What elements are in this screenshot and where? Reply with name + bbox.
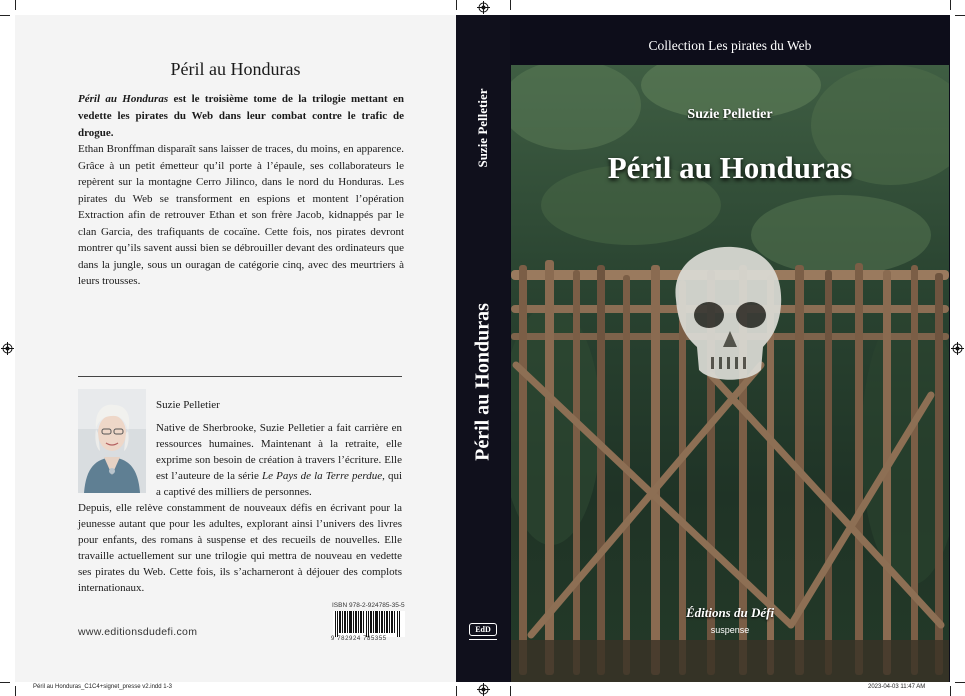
crop-mark (950, 686, 951, 696)
crop-mark (955, 682, 965, 683)
barcode-number: 9 782924 785355 (331, 636, 387, 642)
crop-mark (15, 0, 16, 10)
registration-mark-top-left-icon (477, 1, 490, 14)
crop-mark (456, 686, 457, 696)
publisher-logo-icon (469, 623, 497, 647)
genre-label: suspense (710, 625, 750, 635)
bio-text: Native de Sherbrooke, Suzie Pelletier a fait carrière en ressources humaines. Maintenant à la retraite, elle exprime son besoin de création à travers l’écriture. Elle est l’auteure de la série (156, 422, 402, 482)
isbn-label: ISBN 978-2-924785-35-5 (332, 602, 405, 609)
front-title: Péril au Honduras (607, 150, 853, 185)
crop-mark (955, 15, 965, 16)
spine (456, 15, 510, 682)
bio-text: , qui a captivé des milliers de personnes. (156, 470, 403, 498)
synopsis-lead-title: Péril au Honduras (78, 93, 169, 105)
registration-mark-right-icon (951, 342, 964, 355)
crop-mark (510, 686, 511, 696)
crop-mark (0, 15, 10, 16)
slug-timestamp: 2023-04-03 11:47 AM (868, 684, 926, 690)
publisher-website: www.editionsdudefi.com (78, 626, 198, 638)
spine-title: Péril au Honduras (471, 303, 494, 461)
crop-mark (456, 0, 457, 10)
author-bio-part2: Depuis, elle relève constamment de nouveaux défis en écrivant pour la jeunesse autant que pour les adultes, explorant ainsi l’univers des livres pour enfants, des romans à suspense et des recueils de nouvelles. Elle travaille actuellement sur une trilogie qui mettra de nouveau en vedette ses pirates du Web. Cette fois, ils s’acharneront à déjouer des complots internationaux. (78, 502, 402, 594)
back-cover-title: Péril au Honduras (170, 59, 301, 79)
barcode-icon (333, 611, 405, 637)
crop-mark (0, 682, 10, 683)
registration-mark-bottom-icon (477, 683, 490, 696)
crop-mark (950, 0, 951, 10)
front-cover (510, 15, 950, 682)
collection-name: Collection Les pirates du Web (648, 38, 812, 53)
logo-rule (469, 639, 497, 640)
publisher-logo-text: EdD (469, 623, 497, 636)
synopsis-lead-rest: est le troisième tome de la trilogie mettant en vedette les pirates du Web dans leur combat contre le trafic de drogue. (78, 93, 404, 139)
author-photo (78, 389, 146, 493)
front-author: Suzie Pelletier (687, 107, 773, 122)
bio-series-title: Le Pays de la Terre perdue (262, 470, 383, 482)
back-cover (15, 15, 456, 682)
publisher-name: Éditions du Défi (685, 605, 775, 620)
author-bio-heading: Suzie Pelletier (156, 399, 220, 411)
crop-mark (15, 686, 16, 696)
spine-author: Suzie Pelletier (475, 88, 490, 168)
registration-mark-left-icon (1, 342, 14, 355)
slug-filename: Péril au Honduras_C1C4+signet_presse v2.indd 1-3 (33, 684, 172, 690)
crop-mark (510, 0, 511, 10)
author-bio-part1 (156, 420, 402, 500)
divider (78, 376, 402, 377)
synopsis-text: Ethan Bronffman disparaît sans laisser de traces, du moins, en apparence. Grâce à un petit émetteur qu’il porte à l’épaule, ses collaborateurs le repèrent sur la montagne Cerro Jilinco, dans le nord du Honduras. Les pirates du Web se transforment en espions et montent l’opération Extraction afin de retrouver Ethan et son frère Jacob, kidnappés par le clan Garcia, des trafiquants de cocaïne. Cette fois, nos pirates devront montrer qu’ils savent aussi bien se débrouiller devant des ordinateurs que dans la jungle, sous un ouragan de catégorie cinq, avec des meurtriers à leurs trousses. (78, 143, 404, 287)
synopsis-lead (78, 91, 404, 142)
